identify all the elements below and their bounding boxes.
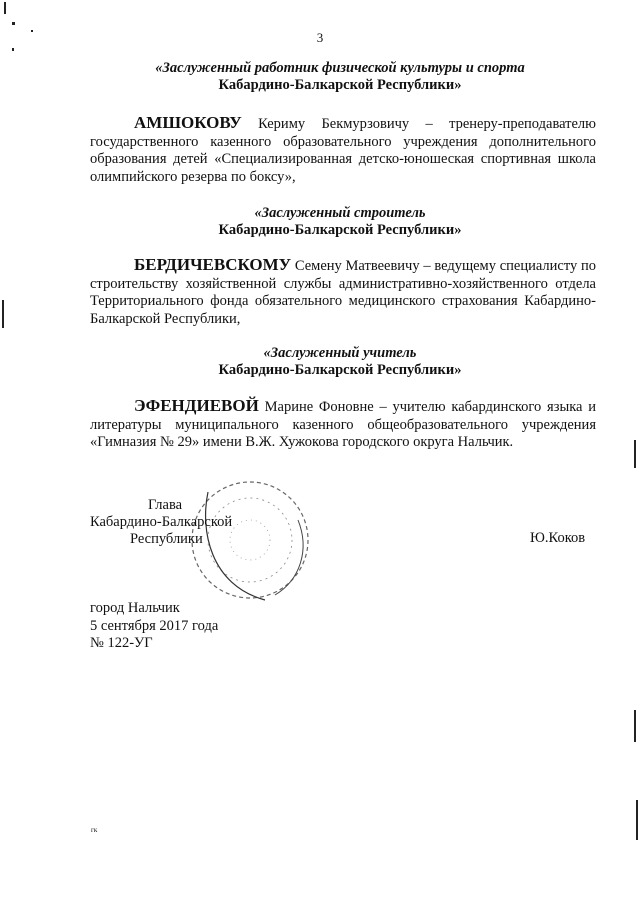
signer-position-line3: Республики xyxy=(130,531,203,547)
section-3-title xyxy=(90,345,590,379)
signature-block xyxy=(90,497,232,548)
scan-artifact xyxy=(636,800,638,840)
section-1-title-line1: «Заслуженный работник физической культуры и спорта xyxy=(155,60,525,76)
scan-artifact xyxy=(4,2,6,14)
section-2-title-line1: «Заслуженный строитель xyxy=(254,205,426,221)
signer-position-line1: Глава xyxy=(148,497,183,513)
scan-artifact xyxy=(634,440,636,468)
section-2-paragraph xyxy=(90,256,596,328)
section-3-title-line2: Кабардино-Балкарской Республики» xyxy=(218,362,462,378)
scan-artifact xyxy=(12,48,14,51)
section-2-text: Семену Матвеевичу – ведущему специалисту по строительству хозяйственной службы административно-хозяйственного отдела Территориального фонда обязательного медицинского страхования Кабардино-Балкарской Республики, xyxy=(90,258,596,327)
section-1-text: Кериму Бекмурзовичу – тренеру-преподавателю государственного казенного образовательного учреждения дополнительного образования детей «Специализированная детско-юношеская спортивная школа олимпийского резерва по боксу», xyxy=(90,116,597,185)
section-2-title-line2: Кабардино-Балкарской Республики» xyxy=(218,222,462,238)
scan-artifact xyxy=(2,300,4,328)
document-footer xyxy=(90,600,218,653)
signer-position-line2: Кабардино-Балкарской xyxy=(90,514,233,530)
section-3-title-line1: «Заслуженный учитель xyxy=(263,345,417,361)
section-1-title xyxy=(90,60,590,94)
document-city: город Нальчик xyxy=(90,600,180,616)
signer-name: Ю.Коков xyxy=(530,530,586,546)
scan-artifact xyxy=(634,710,636,742)
scan-artifact xyxy=(31,30,33,32)
section-1-paragraph xyxy=(90,114,596,186)
document-number: № 122-УГ xyxy=(90,635,153,651)
section-3-surname: ЭФЕНДИЕВОЙ xyxy=(134,396,259,415)
section-2-surname: БЕРДИЧЕВСКОМУ xyxy=(134,255,292,274)
document-date: 5 сентября 2017 года xyxy=(90,617,219,634)
page-number: 3 xyxy=(316,30,324,45)
section-1-surname: АМШОКОВУ xyxy=(134,113,242,132)
section-3-text: Марине Фоновне – учителю кабардинского языка и литературы муниципального казенного общеобразовательного учреждения «Гимназия № 29» имени В.Ж. Хужокова городского округа Нальчик. xyxy=(90,399,596,451)
scan-artifact xyxy=(12,22,15,25)
section-2-title xyxy=(90,205,590,239)
section-1-title-line2: Кабардино-Балкарской Республики» xyxy=(218,77,462,93)
section-3-paragraph xyxy=(90,397,596,452)
tiny-mark: гк xyxy=(91,826,98,834)
